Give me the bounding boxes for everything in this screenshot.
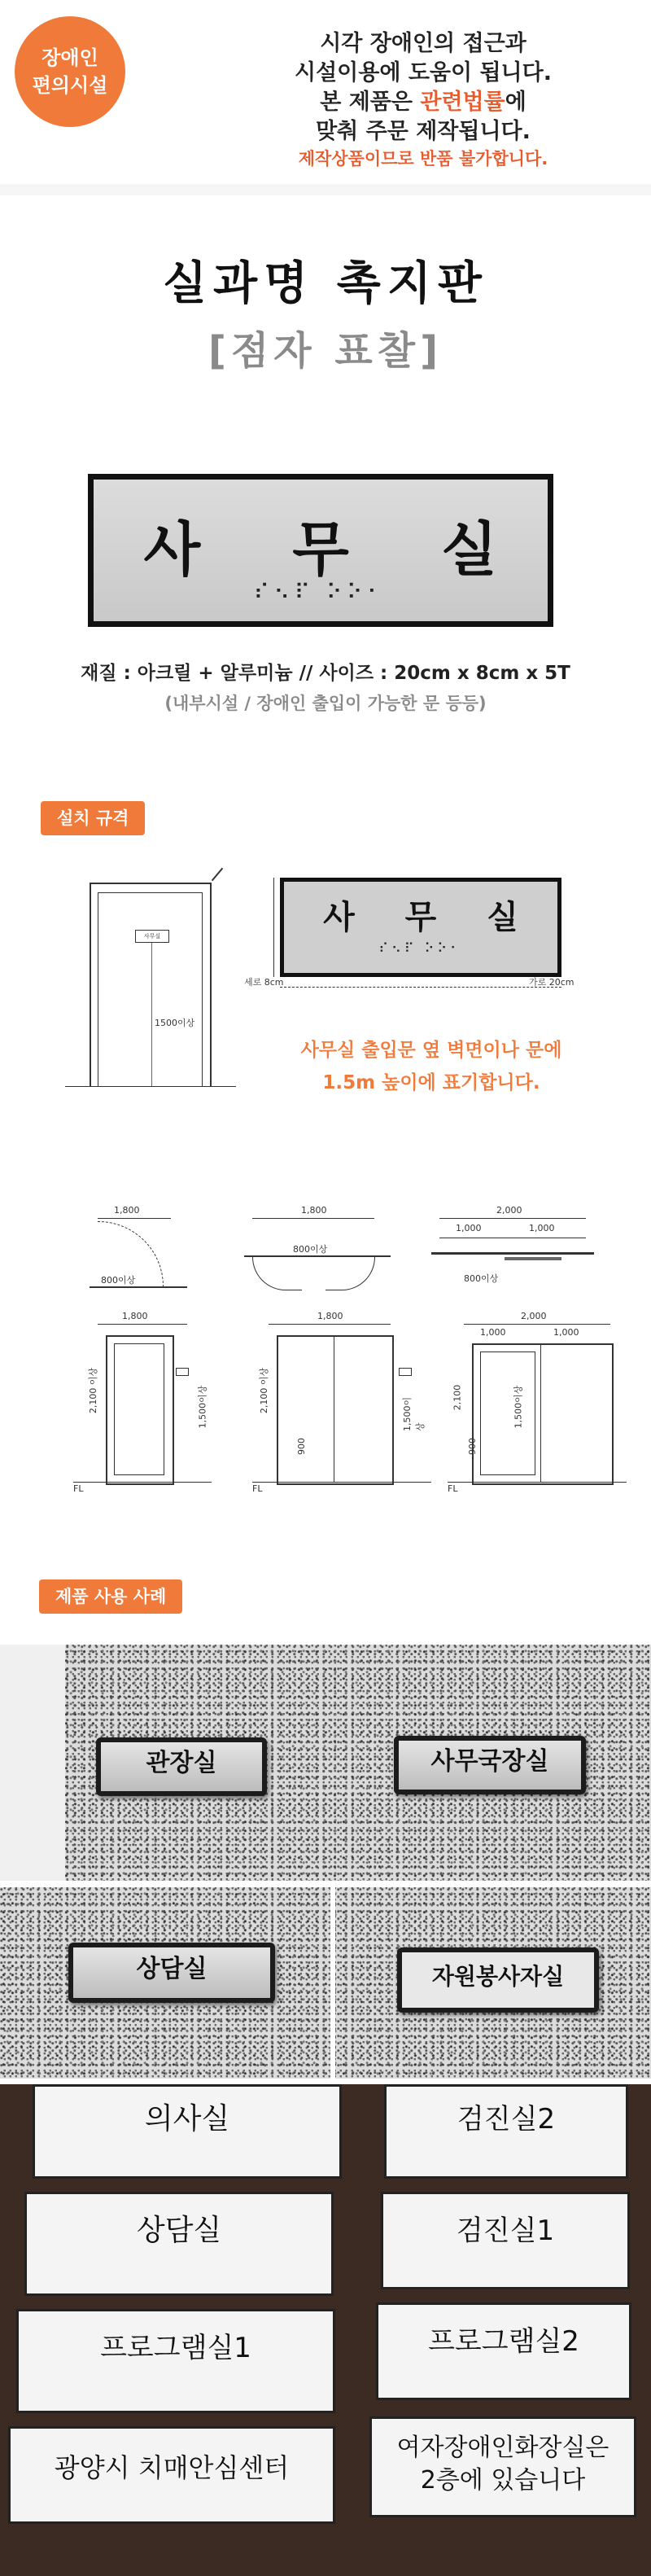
door-mini-sign: 사무실 xyxy=(135,930,169,943)
plan3-opening: 800이상 xyxy=(464,1273,499,1284)
elev3-900: 900 xyxy=(467,1438,478,1455)
spec-usage: (내부시설 / 장애인 출입이 가능한 문 등등) xyxy=(164,694,487,713)
elev3-sub2: 1,000 xyxy=(553,1327,579,1338)
dim-height-label: 세로 8cm xyxy=(244,977,284,988)
elev1-height: 2,100 이상 xyxy=(88,1367,99,1414)
plate-gwanjang xyxy=(96,1737,267,1796)
wall-plate-7 xyxy=(8,2426,335,2524)
plate-sangdam xyxy=(68,1943,275,2003)
plan2-width: 1,800 xyxy=(301,1205,327,1216)
notice-text xyxy=(212,29,635,171)
wall-plate-8 xyxy=(369,2416,636,2517)
wall-plate-8-line2: 2층에 있습니다 xyxy=(420,2466,586,2495)
plate-samuguk-text: 사무국장실 xyxy=(430,1747,549,1776)
elev1-1500: 1,500이상 xyxy=(197,1385,208,1429)
plate-jawon xyxy=(397,1947,599,2013)
elev1-width: 1,800 xyxy=(122,1311,148,1321)
elev3-1500: 1,500이상 xyxy=(513,1385,524,1429)
install-note xyxy=(244,1034,618,1099)
plan3-sub2: 1,000 xyxy=(529,1223,555,1233)
plate-jawon-text: 자원봉사자실 xyxy=(431,1963,565,1990)
wall-plate-6-text: 프로그램실2 xyxy=(428,2325,579,2358)
main-sign-image xyxy=(88,474,553,627)
plan3-sub1: 1,000 xyxy=(456,1223,482,1233)
plan1-opening: 800이상 xyxy=(101,1275,136,1286)
floor-plans xyxy=(65,1205,635,1303)
notice-highlight: 관련법률 xyxy=(420,90,505,115)
main-sign-braille: ⠎⠢⠏ ⠕⠕⠂ xyxy=(253,580,388,605)
install-tag: 설치 규격 xyxy=(41,801,145,835)
elev3-width: 2,000 xyxy=(521,1311,547,1321)
photo-granite-2 xyxy=(0,1887,651,2079)
wall-plate-4 xyxy=(381,2192,630,2289)
elevation-double xyxy=(252,1311,431,1498)
plate-sangdam-text: 상담실 xyxy=(136,1955,208,1983)
badge-line1: 장애인 xyxy=(42,46,98,69)
wall-plate-8-line1: 여자장애인화장실은 xyxy=(396,2434,609,2462)
door-drawing xyxy=(65,866,236,1111)
badge-line2: 편의시설 xyxy=(32,74,108,97)
notice-line3-post: 에 xyxy=(505,90,526,115)
plate-gwanjang-text: 관장실 xyxy=(146,1749,217,1777)
page-subtitle: [점자 표찰] xyxy=(208,328,443,374)
section-divider xyxy=(0,184,651,195)
wall-plate-1 xyxy=(33,2084,342,2179)
install-note-line1: 사무실 출입문 옆 벽면이나 문에 xyxy=(300,1040,562,1061)
photo-granite-1 xyxy=(0,1645,651,1881)
notice-line3-pre: 본 제품은 xyxy=(320,90,421,115)
main-sign-text: 사 무 실 xyxy=(143,515,534,584)
install-sign xyxy=(280,878,561,977)
elevation-sliding xyxy=(448,1311,627,1498)
notice-line2: 시설이용에 도움이 됩니다. xyxy=(295,60,552,85)
photo-wall xyxy=(0,2084,651,2576)
elev3-height: 2,100 xyxy=(452,1384,463,1411)
notice-line1: 시각 장애인의 접근과 xyxy=(320,31,526,56)
wall-plate-2 xyxy=(384,2084,628,2179)
wall-plate-1-text: 의사실 xyxy=(144,2102,230,2136)
wall-plate-4-text: 검진실1 xyxy=(456,2215,555,2247)
accessibility-badge xyxy=(15,16,125,127)
elev2-900: 900 xyxy=(296,1438,307,1455)
plan1-width: 1,800 xyxy=(114,1205,140,1216)
elev3-sub1: 1,000 xyxy=(480,1327,506,1338)
wall-plate-3-text: 상담실 xyxy=(136,2214,222,2247)
notice-line3 xyxy=(212,88,635,117)
elev2-height: 2,100 이상 xyxy=(259,1367,270,1414)
wall-plate-3 xyxy=(24,2192,334,2296)
elev2-fl: FL xyxy=(252,1483,263,1494)
dim-width-label: 가로 20cm xyxy=(529,977,575,988)
elev2-width: 1,800 xyxy=(317,1311,343,1321)
door-height-label: 1500이상 xyxy=(155,1018,195,1028)
install-sign-text: 사 무 실 xyxy=(323,899,538,936)
spec-line: 재질 : 아크릴 + 알루미늄 // 사이즈 : 20cm x 8cm x 5T xyxy=(81,663,570,684)
door-elevations xyxy=(65,1311,635,1498)
plan-double-door xyxy=(244,1205,391,1303)
examples-tag: 제품 사용 사례 xyxy=(39,1579,182,1614)
page-title: 실과명 촉지판 xyxy=(162,257,489,310)
plate-samuguk xyxy=(394,1736,586,1794)
plan-single-door xyxy=(81,1205,203,1303)
install-sign-braille: ⠎⠢⠏ ⠕⠕⠂ xyxy=(378,940,463,956)
plan3-width: 2,000 xyxy=(496,1205,522,1216)
elevation-single xyxy=(73,1311,236,1498)
wall-plate-2-text: 검진실2 xyxy=(457,2103,556,2136)
plan-sliding-door xyxy=(431,1205,594,1303)
notice-line4: 맞춰 주문 제작됩니다. xyxy=(316,119,531,144)
elev1-fl: FL xyxy=(73,1483,84,1494)
wall-plate-6 xyxy=(376,2302,631,2400)
wall-plate-5 xyxy=(16,2309,335,2413)
wall-plate-5-text: 프로그램실1 xyxy=(100,2332,251,2364)
plan2-opening: 800이상 xyxy=(293,1244,328,1255)
no-return-notice: 제작상품이므로 반품 불가합니다. xyxy=(298,149,548,169)
elev3-fl: FL xyxy=(448,1483,458,1494)
wall-plate-7-text: 광양시 치매안심센터 xyxy=(54,2452,290,2483)
elev2-1500: 1,500이상 xyxy=(402,1396,426,1431)
install-note-line2: 1.5m 높이에 표기합니다. xyxy=(322,1072,540,1093)
